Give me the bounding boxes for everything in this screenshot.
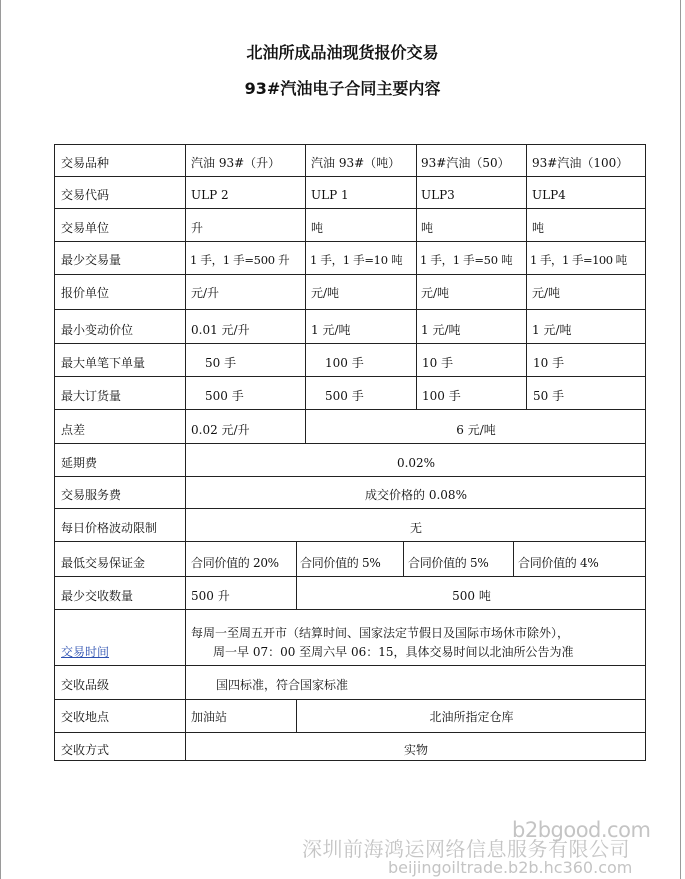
min-delivery-merged: 500 吨 — [452, 589, 491, 603]
spread-col1: 0.02 元/升 — [191, 423, 250, 437]
max-hold-col3: 100 手 — [422, 389, 461, 403]
label-location: 交收地点 — [61, 710, 110, 724]
tick-col4: 1 元/吨 — [532, 323, 572, 337]
label-grade: 交收品级 — [61, 678, 110, 692]
product-col1: 汽油 93#（升） — [191, 156, 281, 170]
quote-unit-col2: 元/吨 — [311, 286, 340, 300]
quote-unit-col4: 元/吨 — [532, 286, 561, 300]
document-title: 北油所成品油现货报价交易 — [246, 43, 439, 62]
code-col2: ULP 1 — [311, 188, 349, 202]
document-subtitle: 93#汽油电子合同主要内容 — [244, 79, 441, 98]
spread-merged: 6 元/吨 — [456, 423, 496, 437]
label-max-hold: 最大订货量 — [61, 389, 122, 403]
label-margin: 最低交易保证金 — [61, 556, 146, 570]
max-order-col3: 10 手 — [422, 356, 454, 370]
min-qty-col1: 1 手，1 手=500 升 — [190, 253, 290, 267]
label-unit: 交易单位 — [61, 221, 110, 235]
max-order-col4: 10 手 — [533, 356, 565, 370]
product-col2: 汽油 93#（吨） — [311, 156, 401, 170]
label-max-order: 最大单笔下单量 — [61, 356, 146, 370]
tick-col2: 1 元/吨 — [311, 323, 351, 337]
code-col3: ULP3 — [421, 188, 455, 202]
max-hold-col4: 50 手 — [533, 389, 565, 403]
location-col1: 加油站 — [191, 710, 228, 724]
product-col4: 93#汽油（100） — [532, 156, 629, 170]
code-col1: ULP 2 — [191, 188, 229, 202]
min-delivery-col1: 500 升 — [191, 589, 230, 603]
label-price-limit: 每日价格波动限制 — [61, 521, 158, 535]
label-service-fee: 交易服务费 — [61, 488, 122, 502]
service-fee-value: 成交价格的 0.08% — [365, 488, 467, 502]
label-min-qty: 最少交易量 — [61, 253, 122, 267]
unit-col1: 升 — [191, 221, 204, 235]
max-order-col1: 50 手 — [205, 356, 237, 370]
label-code: 交易代码 — [61, 188, 110, 202]
label-deferral: 延期费 — [61, 456, 98, 470]
grade-value: 国四标准，符合国家标准 — [216, 678, 349, 692]
watermark-company: 深圳前海鸿运网络信息服务有限公司 — [302, 837, 630, 861]
quote-unit-col1: 元/升 — [191, 286, 220, 300]
trade-time-link[interactable]: 交易时间 — [61, 645, 110, 659]
product-col3: 93#汽油（50） — [421, 156, 510, 170]
unit-col3: 吨 — [421, 221, 434, 235]
unit-col4: 吨 — [532, 221, 545, 235]
trade-time-line2: 周一早 07：00 至周六早 06：15，具体交易时间以北油所公告为准 — [213, 645, 574, 659]
unit-col2: 吨 — [311, 221, 324, 235]
code-col4: ULP4 — [532, 188, 566, 202]
tick-col3: 1 元/吨 — [421, 323, 461, 337]
trade-time-line1: 每周一至周五开市（结算时间、国家法定节假日及国际市场休市除外）， — [191, 626, 570, 640]
watermark-url: beijingoiltrade.b2b.hc360.com — [388, 858, 633, 877]
max-hold-col2: 500 手 — [325, 389, 364, 403]
watermark-site: b2bgood.com — [512, 818, 651, 842]
label-method: 交收方式 — [61, 743, 110, 757]
min-qty-col4: 1 手，1 手=100 吨 — [530, 253, 627, 267]
min-qty-col3: 1 手，1 手=50 吨 — [420, 253, 513, 267]
max-hold-col1: 500 手 — [205, 389, 244, 403]
label-spread: 点差 — [61, 423, 86, 437]
margin-col1: 合同价值的 20% — [191, 556, 279, 570]
max-order-col2: 100 手 — [325, 356, 364, 370]
location-merged: 北油所指定仓库 — [429, 710, 514, 724]
quote-unit-col3: 元/吨 — [421, 286, 450, 300]
label-quote-unit: 报价单位 — [61, 286, 110, 300]
label-min-delivery: 最少交收数量 — [61, 589, 134, 603]
price-limit-value: 无 — [409, 521, 422, 535]
margin-col3: 合同价值的 5% — [408, 556, 489, 570]
margin-col4: 合同价值的 4% — [518, 556, 599, 570]
label-product: 交易品种 — [61, 156, 110, 170]
min-qty-col2: 1 手，1 手=10 吨 — [310, 253, 403, 267]
margin-col2: 合同价值的 5% — [300, 556, 381, 570]
tick-col1: 0.01 元/升 — [191, 323, 250, 337]
method-value: 实物 — [403, 743, 428, 757]
deferral-value: 0.02% — [396, 456, 436, 470]
label-tick: 最小变动价位 — [61, 323, 134, 337]
